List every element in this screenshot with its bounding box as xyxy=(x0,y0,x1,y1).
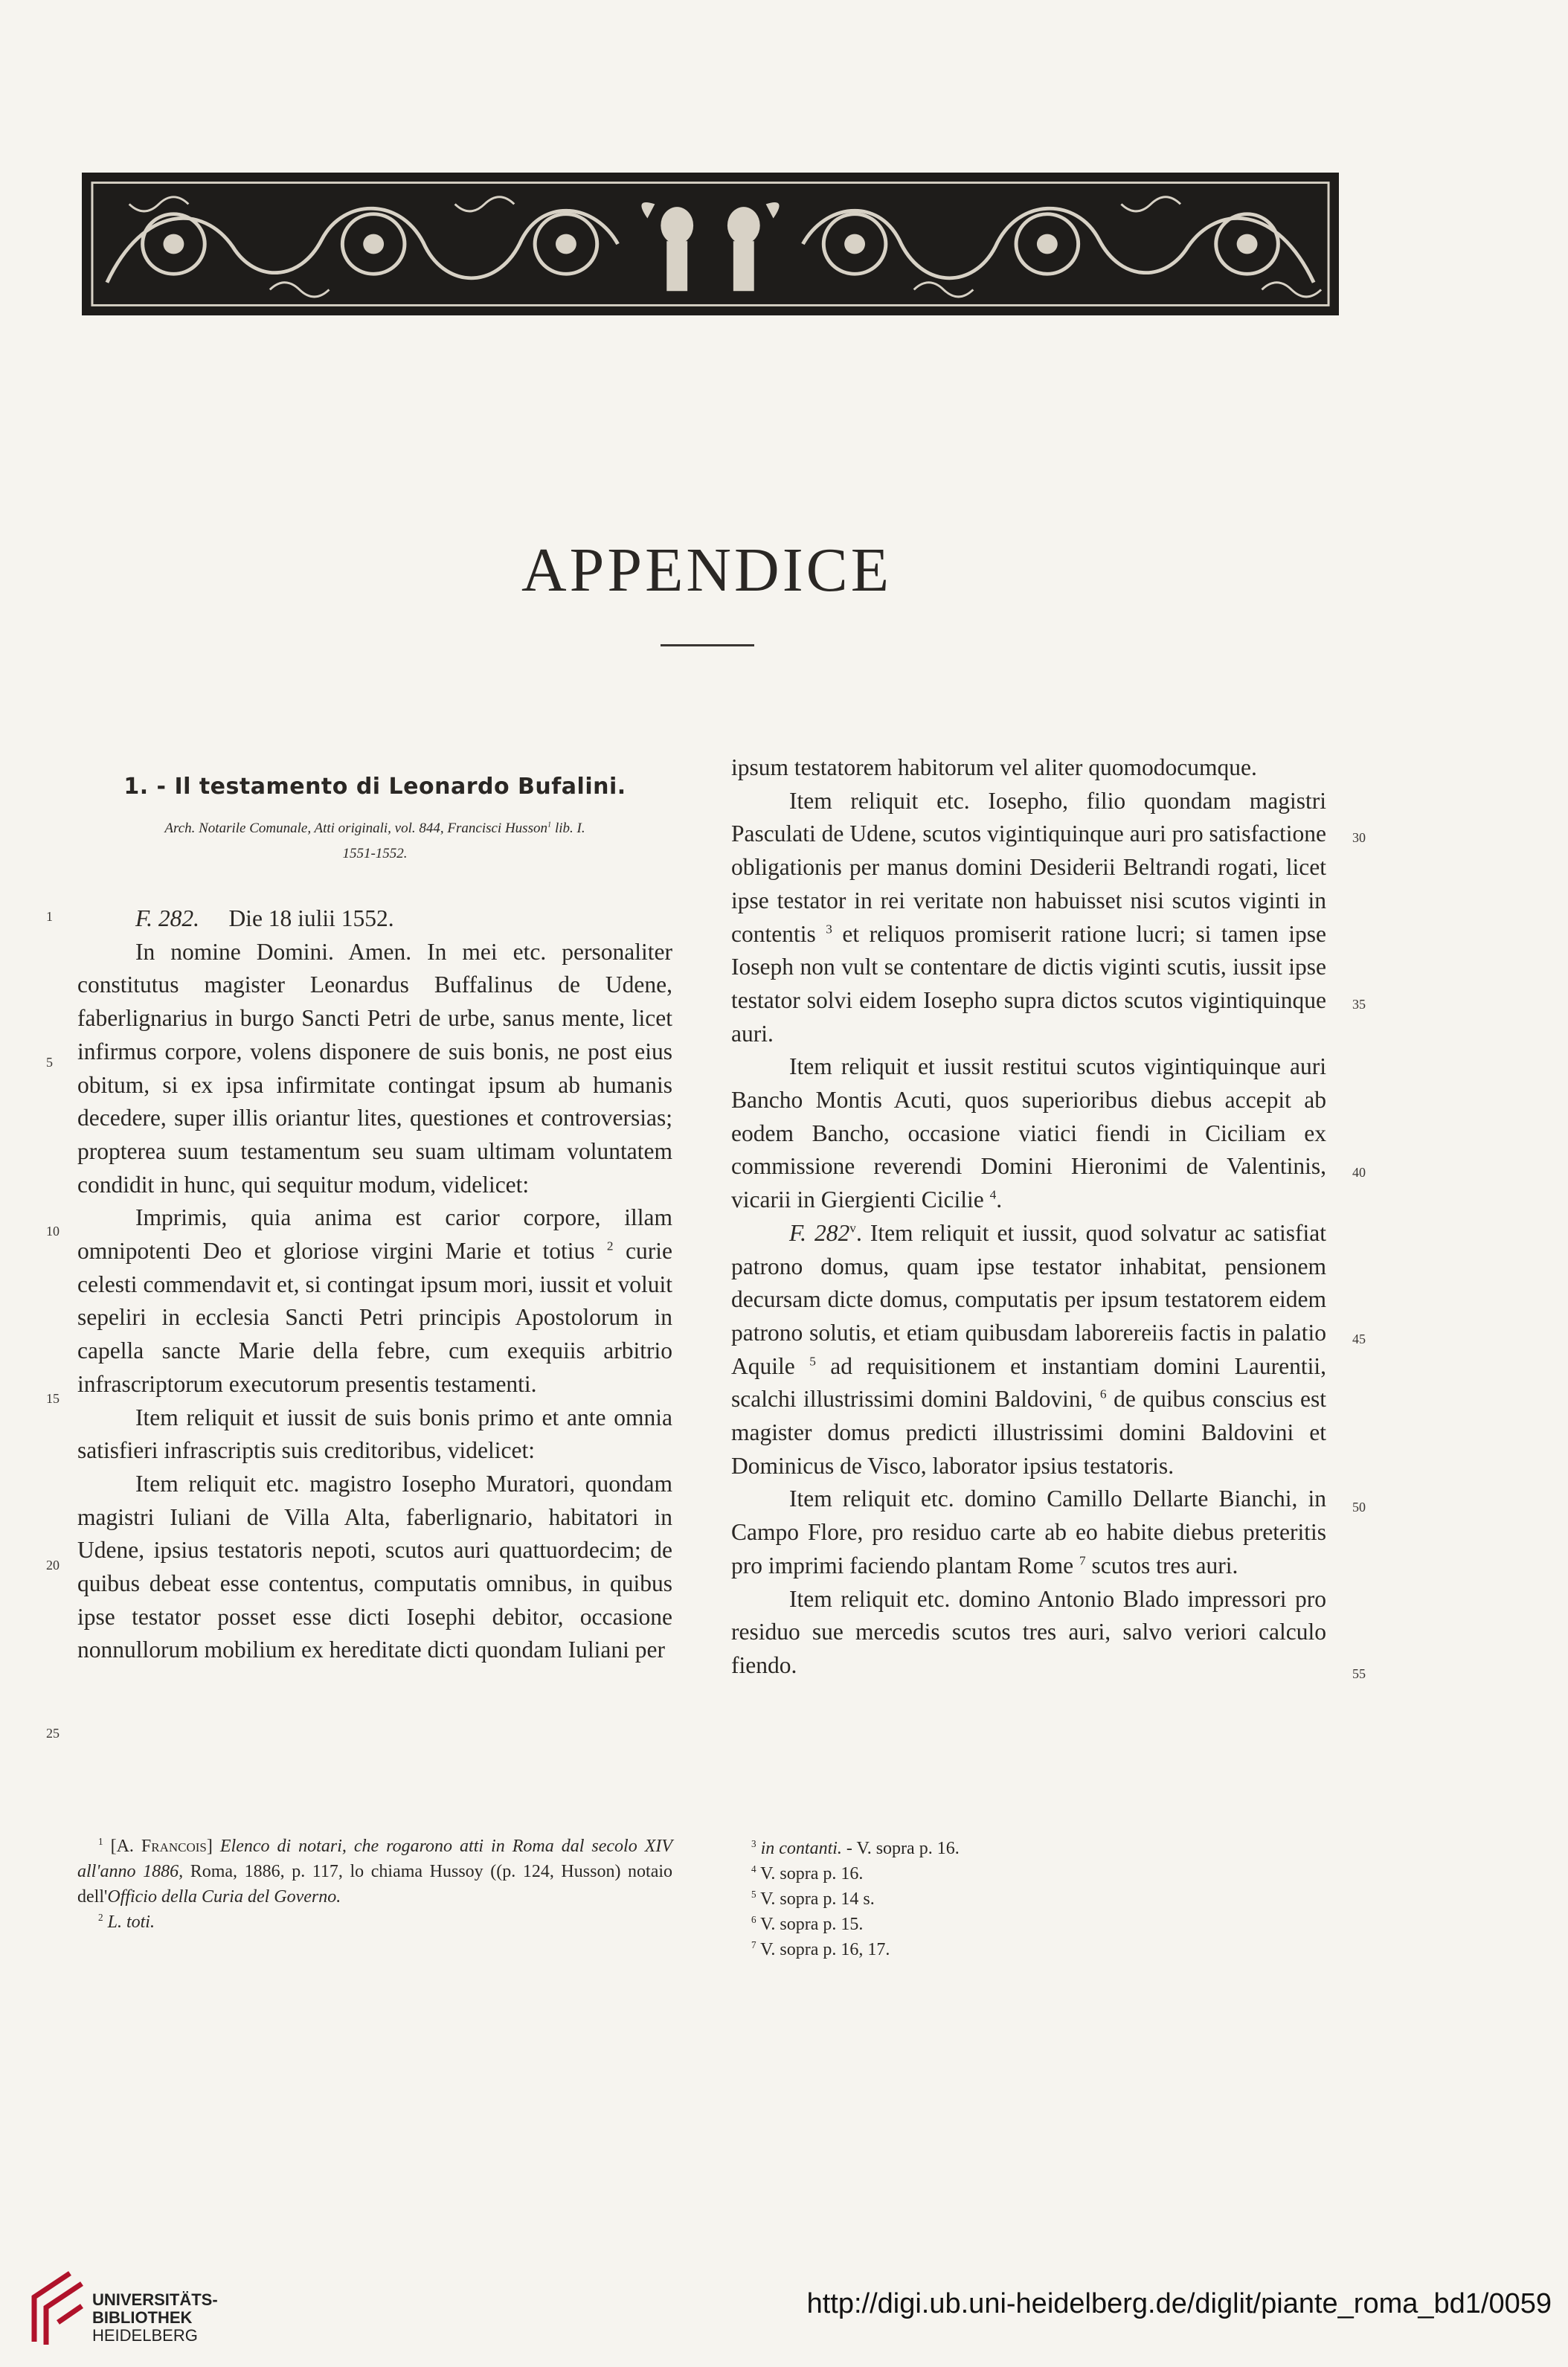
ornament-scrollwork-image xyxy=(85,176,1336,312)
line-number: 30 xyxy=(1352,830,1366,845)
ornamental-banner xyxy=(82,173,1339,315)
footnote: $^3$ in contanti. - V. sopra p. 16. xyxy=(751,1838,960,1858)
paragraph: Item reliquit etc. domino Antonio Blado impressori pro residuo sue mercedis scutos tres auri, salvo veriori calculo fiendo. xyxy=(731,1585,1326,1678)
library-name: UNIVERSITÄTS- BIBLIOTHEK HEIDELBERG xyxy=(92,2290,218,2345)
footnote: $^4$ V. sopra p. 16. xyxy=(751,1863,864,1883)
line-number: 50 xyxy=(1352,1500,1366,1515)
line-number: 5 xyxy=(46,1055,53,1070)
right-column xyxy=(731,751,1326,1683)
paragraph: Item reliquit et iussit de suis bonis primo et ante omnia satisfieri infrascriptis suis creditoribus, videlicet: xyxy=(77,1404,672,1464)
date-line: F. 282. Die 18 iulii 1552. xyxy=(135,905,394,931)
paragraph: Item reliquit et iussit restitui scutos vigintiquinque auri Bancho Montis Acuti, quos superioribus diebus accepit ab eodem Bancho, occasione viatici fiendi in Ciciliam ex commissione reverendi Domini Hieronimi de Valentinis, vicarii in Giergienti Cicilie $^4$. xyxy=(731,1053,1326,1213)
left-column xyxy=(77,751,672,1667)
footnotes-left xyxy=(77,1834,672,1935)
paragraph: ipsum testatorem habitorum vel aliter quomodocumque. xyxy=(731,754,1257,780)
line-number: 45 xyxy=(1352,1332,1366,1346)
line-number: 20 xyxy=(46,1558,60,1573)
footnote: $^6$ V. sopra p. 15. xyxy=(751,1914,864,1934)
paragraph: In nomine Domini. Amen. In mei etc. personaliter constitutus magister Leonardus Buffalinus de Udene, faberlignarius in burgo Sancti Petri de urbe, sanus mente, licet infirmus corpore, volens disponere de suis bonis, ne post eius obitum, si ex ipsa infirmitate contingat ipsum ab humanis decedere, super illis oriantur lites, questiones et controversias; propterea suum testamentum seu suam ultimam voluntatem condidit in hunc, qui sequitur modum, videlicet: xyxy=(77,938,672,1198)
line-number: 55 xyxy=(1352,1666,1366,1681)
source-url-link[interactable]: http://digi.ub.uni-heidelberg.de/diglit/piante_roma_bd1/0059 xyxy=(806,2288,1552,2319)
line-number: 40 xyxy=(1352,1165,1366,1180)
footnotes-right xyxy=(751,1836,1346,1962)
paragraph: F. 282$^v$. Item reliquit et iussit, quod solvatur ac satisfiat patrono domus, quam ipse testator inhabitat, pensionem decursam dicte domus, computatis per ipsum testatorem eidem patrono solutis, et etiam quibusdam laborereiis factis in palatio Aquile $^5$ ad requisitionem et instantiam domini Laurentii, scalchi illustrissimi domini Baldovini, $^6$ de quibus conscius est magister domus predicti illustrissimi domini Baldovini et Dominicus de Visco, laborator ipsius testatoris. xyxy=(731,1219,1327,1479)
source-reference: Arch. Notarile Comunale, Atti originali, vol. 844, Francisci Husson$^1$ lib. I. 1551-1552. xyxy=(164,820,585,861)
footnote: $^7$ V. sopra p. 16, 17. xyxy=(751,1939,890,1959)
line-number: 35 xyxy=(1352,997,1366,1012)
footnote: $^1$ [A. Francois] Elenco di notari, che rogarono atti in Roma dal secolo XIV all'anno 1886, Roma, 1886, p. 117, lo chiama Hussoy ((p. 124, Husson) notaio dell'Officio della Curia del Governo. xyxy=(77,1836,673,1907)
paragraph: Imprimis, quia anima est carior corpore, illam omnipotenti Deo et gloriose virgini Marie et totius $^2$ curie celesti commendavit et, si contingat ipsum mori, iussit et voluit sepeliri in ecclesia Sancti Petri principis Apostolorum in capella sancte Marie della febre, cum exequiis arbitrio infrascriptorum executorum presentis testamenti. xyxy=(77,1204,672,1397)
title-divider xyxy=(661,644,754,646)
section-title: 1. - Il testamento di Leonardo Bufalini. xyxy=(123,774,626,800)
paragraph: Item reliquit etc. Iosepho, filio quondam magistri Pasculati de Udene, scutos vigintiquinque auri pro satisfactione obligationis per manus domini Desiderii Beltrandi rogati, licet ipse testator in rei veritate non habuisset nisi scutos viginti in contentis $^3$ et reliquos promiserit ratione lucri; si tamen ipse Ioseph non vult se contentare de dictis viginti scutis, iussit ipse testator solvi eidem Iosepho supra dictos scutos vigintiquinque auri. xyxy=(731,787,1327,1047)
paragraph: Item reliquit etc. domino Camillo Dellarte Bianchi, in Campo Flore, pro residuo carte ab eo habite diebus preteritis pro imprimi faciendo plantam Rome $^7$ scutos tres auri. xyxy=(731,1486,1326,1578)
footnote: $^5$ V. sopra p. 14 s. xyxy=(751,1889,875,1909)
line-number: 25 xyxy=(46,1726,60,1741)
paragraph: Item reliquit etc. magistro Iosepho Muratori, quondam magistri Iuliani de Villa Alta, faberlignario, habitatori in Udene, ipsius testatoris nepoti, scutos auri quattuordecim; de quibus debeat esse contentus, computatis omnibus, in quibus ipse testator posset esse dicti Iosephi debitor, occasione nonnullorum mobilium ex hereditate dicti quondam Iuliani per xyxy=(77,1470,672,1663)
footnote: $^2$ L. toti. xyxy=(98,1912,155,1932)
library-logo-icon[interactable] xyxy=(18,2267,89,2349)
line-number: 10 xyxy=(46,1224,60,1239)
line-number: 1 xyxy=(46,909,53,924)
line-number: 15 xyxy=(46,1391,60,1406)
page-title: APPENDICE xyxy=(521,536,893,605)
